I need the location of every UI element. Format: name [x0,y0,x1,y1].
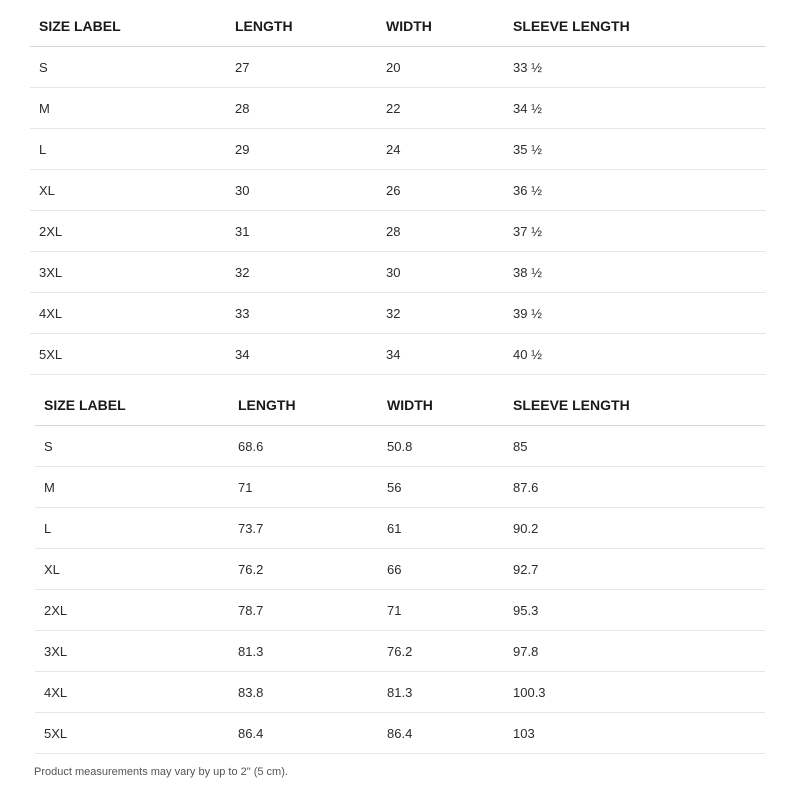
cell-sleeve-length: 37 ½ [504,211,766,252]
cell-sleeve-length: 90.2 [504,508,765,549]
cell-sleeve-length: 95.3 [504,590,765,631]
cell-size-label: L [35,508,229,549]
cell-sleeve-length: 39 ½ [504,293,766,334]
cell-length: 86.4 [229,713,378,754]
cell-size-label: 3XL [30,252,226,293]
cell-width: 24 [377,129,504,170]
header-width: WIDTH [378,384,504,426]
cell-length: 29 [226,129,377,170]
cell-length: 32 [226,252,377,293]
table-row [35,672,765,713]
table-row [30,211,766,252]
header-length: LENGTH [229,384,378,426]
header-sleeve-length: SLEEVE LENGTH [504,384,765,426]
cell-width: 61 [378,508,504,549]
cell-size-label: 4XL [30,293,226,334]
header-size-label: SIZE LABEL [30,5,226,47]
header-width: WIDTH [377,5,504,47]
cell-length: 73.7 [229,508,378,549]
table-row [35,713,765,754]
size-table-centimeters [35,384,765,754]
cell-length: 71 [229,467,378,508]
cell-length: 30 [226,170,377,211]
cell-sleeve-length: 38 ½ [504,252,766,293]
cell-sleeve-length: 85 [504,426,765,467]
cell-sleeve-length: 103 [504,713,765,754]
cell-width: 50.8 [378,426,504,467]
table-header-row [30,5,766,47]
cell-sleeve-length: 34 ½ [504,88,766,129]
cell-sleeve-length: 97.8 [504,631,765,672]
cell-width: 86.4 [378,713,504,754]
cell-length: 28 [226,88,377,129]
cell-size-label: 5XL [35,713,229,754]
cell-width: 28 [377,211,504,252]
cell-width: 76.2 [378,631,504,672]
cell-length: 31 [226,211,377,252]
table-row [30,47,766,88]
cell-size-label: 2XL [30,211,226,252]
cell-length: 33 [226,293,377,334]
cell-size-label: 2XL [35,590,229,631]
cell-length: 76.2 [229,549,378,590]
header-length: LENGTH [226,5,377,47]
measurement-disclaimer: Product measurements may vary by up to 2" (5 cm). [34,766,288,778]
cell-size-label: M [35,467,229,508]
cell-size-label: XL [30,170,226,211]
table-row [30,129,766,170]
cell-size-label: XL [35,549,229,590]
cell-length: 81.3 [229,631,378,672]
cell-width: 56 [378,467,504,508]
cell-length: 83.8 [229,672,378,713]
cell-length: 27 [226,47,377,88]
cell-sleeve-length: 33 ½ [504,47,766,88]
header-size-label: SIZE LABEL [35,384,229,426]
size-table-inches [30,5,766,375]
cell-sleeve-length: 36 ½ [504,170,766,211]
table-row [35,631,765,672]
cell-width: 34 [377,334,504,375]
cell-width: 22 [377,88,504,129]
table-row [30,334,766,375]
cell-sleeve-length: 92.7 [504,549,765,590]
cell-sleeve-length: 35 ½ [504,129,766,170]
table-row [35,467,765,508]
table-row [35,590,765,631]
table-row [30,88,766,129]
table-row [30,293,766,334]
cell-size-label: 4XL [35,672,229,713]
cell-size-label: S [30,47,226,88]
cell-size-label: 5XL [30,334,226,375]
cell-width: 20 [377,47,504,88]
header-sleeve-length: SLEEVE LENGTH [504,5,766,47]
cell-width: 26 [377,170,504,211]
cell-width: 81.3 [378,672,504,713]
table-row [35,549,765,590]
cell-size-label: M [30,88,226,129]
cell-width: 32 [377,293,504,334]
cell-size-label: S [35,426,229,467]
cell-width: 66 [378,549,504,590]
table-row [30,252,766,293]
cell-size-label: L [30,129,226,170]
cell-length: 34 [226,334,377,375]
cell-width: 71 [378,590,504,631]
table-header-row [35,384,765,426]
table-row [30,170,766,211]
cell-sleeve-length: 87.6 [504,467,765,508]
cell-size-label: 3XL [35,631,229,672]
cell-length: 78.7 [229,590,378,631]
cell-sleeve-length: 40 ½ [504,334,766,375]
cell-width: 30 [377,252,504,293]
table-row [35,426,765,467]
table-row [35,508,765,549]
cell-sleeve-length: 100.3 [504,672,765,713]
cell-length: 68.6 [229,426,378,467]
